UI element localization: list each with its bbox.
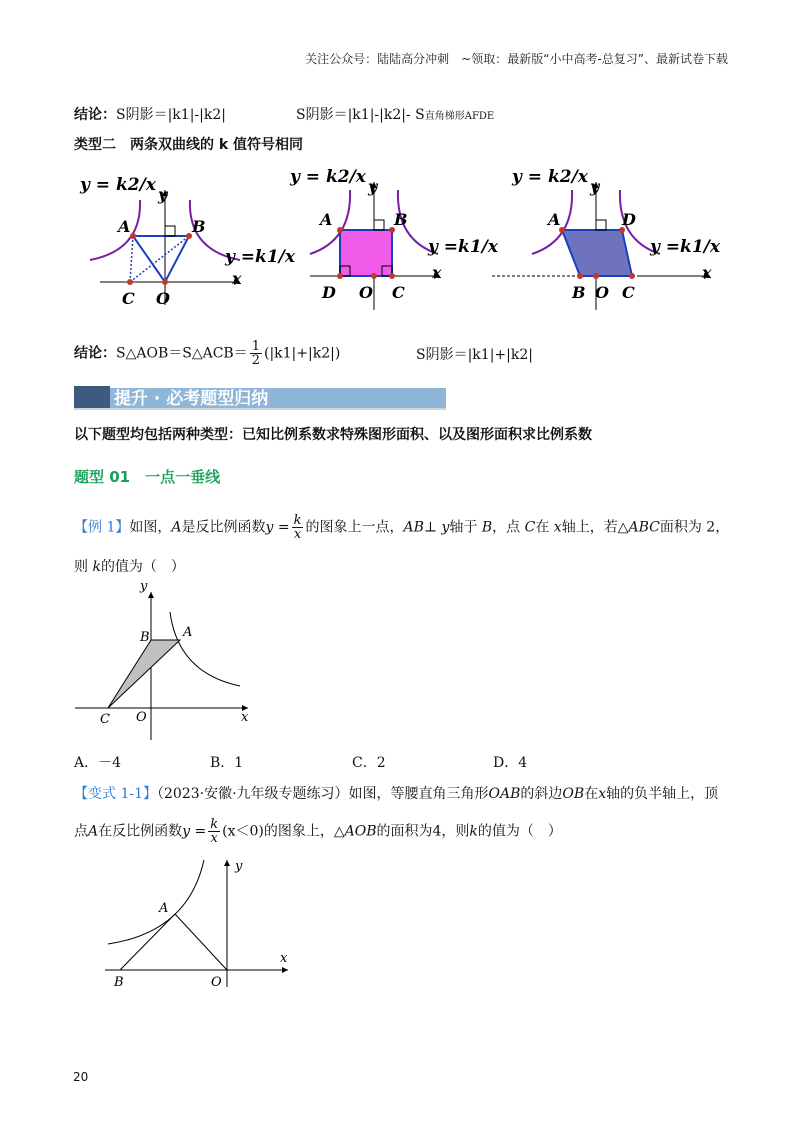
fig1-O-label: O (156, 289, 170, 308)
section-title: 题型 01 一点一垂线 (74, 468, 221, 486)
fraction-numerator: 1 (251, 339, 260, 354)
var-text: 在反比例函数 (98, 823, 183, 840)
figure-2 (289, 167, 499, 310)
ex1-y-eq: y = (265, 519, 290, 536)
var-text: 在 (584, 786, 599, 802)
var-OAB: OAB (488, 786, 521, 802)
fig3-k1-label: y =k1/x (650, 237, 720, 257)
variant-1-1-line-2 (74, 818, 562, 845)
example-1-tag: 【例 1】 (74, 519, 130, 536)
var-x: x (598, 786, 607, 802)
var-text: 点 (74, 823, 88, 840)
var-triangle: △AOB (333, 823, 377, 840)
conclusion-2-formula-2: S阴影＝|k1|+|k2| (416, 347, 533, 363)
choice-c: C．2 (352, 755, 386, 771)
example-1-figure (70, 578, 260, 748)
ex1-fig-C-label: C (100, 712, 110, 727)
type2-title: 类型二 两条双曲线的 k 值符号相同 (74, 137, 304, 153)
fig2-k1-label: y =k1/x (428, 237, 498, 257)
fig3-A-label: A (548, 210, 561, 229)
fig3-y-label: y (590, 177, 600, 196)
var-text: （2023·安徽·九年级专题练习）如图，等腰直角三角形 (157, 786, 489, 802)
k-over-x-fraction (292, 514, 304, 541)
choice-a: A．－4 (74, 755, 122, 771)
var-y-eq: y = (182, 823, 207, 840)
var-text: 轴的负半轴上，顶 (606, 786, 719, 802)
fig1-k2-label: y = k2/x (80, 175, 156, 195)
var-condition: (x＜0) (222, 823, 264, 840)
fig2-y-label: y (368, 177, 378, 196)
fig2-O-label: O (359, 283, 373, 302)
ex1-text: 的图象上一点， (305, 519, 404, 536)
fig3-B-label: B (572, 283, 586, 302)
var-text: 的面积为4，则 (376, 823, 470, 840)
fig3-O-label: O (595, 283, 609, 302)
var-text: 的图象上， (263, 823, 334, 840)
one-half-fraction (250, 340, 262, 367)
fig1-A-label: A (118, 217, 131, 236)
fig2-k2-label: y = k2/x (290, 167, 366, 187)
variant-1-1-figure (100, 852, 300, 992)
page-header: 关注公众号：陆陆高分冲刺 ~领取：最新版“小中高考-总复习”、最新试卷下载 (305, 52, 728, 66)
formula-2: S阴影＝|k1|-|k2|- S (296, 107, 425, 123)
ex1-A: A (171, 519, 182, 536)
conclusion-1 (74, 104, 226, 124)
fig1-k1-label: y =k1/x (225, 247, 295, 267)
var-fig-y-label: y (235, 859, 243, 874)
hyperbola-figures (70, 160, 730, 320)
fig3-D-label: D (622, 210, 636, 229)
ex1-text: 则 (74, 559, 93, 575)
ex1-text: 在 (535, 519, 554, 536)
ex1-y: y (441, 519, 450, 536)
choice-b: B．1 (210, 755, 244, 771)
conclusion-2-label: 结论： (74, 345, 116, 362)
fig3-x-label: x (702, 263, 712, 282)
conclusion-1-formula-2 (296, 104, 494, 124)
fig2-B-label: B (394, 210, 408, 229)
fig1-B-label: B (192, 217, 206, 236)
fraction-denominator: 2 (251, 353, 260, 368)
conclusion-label: 结论： (74, 107, 116, 123)
intro-text: 以下题型均包括两种类型：已知比例系数求特殊图形面积、以及图形面积求比例系数 (74, 427, 592, 443)
conclusion-2-formula-1-tail: (|k1|+|k2|) (263, 345, 341, 362)
ex1-fig-A-label: A (183, 625, 193, 640)
ex1-fig-B-label: B (140, 630, 150, 645)
conclusion-2-formula-1: S△AOB＝S△ACB＝ (116, 345, 248, 362)
ex1-fig-x-label: x (241, 710, 249, 725)
var-k: k (469, 823, 478, 840)
fraction-denominator: x (293, 527, 302, 542)
ex1-x: x (553, 519, 562, 536)
ex1-text: ，点 (492, 519, 525, 536)
conclusion-2 (74, 340, 340, 367)
fraction-denominator: x (210, 831, 218, 846)
var-text: 的斜边 (520, 786, 563, 802)
ex1-B: B (481, 519, 493, 536)
ex1-AB: AB (403, 519, 424, 536)
ex1-text: 如图， (129, 519, 172, 536)
fig1-x-label: x (232, 269, 242, 288)
var-fig-O-label: O (211, 975, 222, 990)
ex1-fig-O-label: O (136, 710, 147, 725)
ex1-text: 轴于 (449, 519, 482, 536)
fig2-C-label: C (392, 283, 405, 302)
formula-2-subscript: 直角梯形AFDE (424, 111, 495, 122)
ex1-text: 轴上，若 (561, 519, 618, 536)
fig2-D-label: D (322, 283, 336, 302)
ex1-fig-y-label: y (140, 579, 148, 594)
var-A: A (88, 823, 99, 840)
fig3-C-label: C (622, 283, 635, 302)
fig1-y-label: y (158, 185, 168, 204)
ex1-text: 是反比例函数 (181, 519, 266, 536)
figure-1 (79, 175, 296, 308)
fraction-numerator: k (210, 817, 219, 832)
formula-1: S阴影＝|k1|-|k2| (116, 107, 226, 123)
fig2-x-label: x (432, 263, 442, 282)
var-fig-A-label: A (159, 901, 169, 916)
example-1-line-1 (74, 514, 729, 541)
ex1-k: k (92, 559, 101, 575)
ex1-C: C (524, 519, 536, 536)
fig3-k2-label: y = k2/x (512, 167, 588, 187)
example-1-line-2 (74, 556, 185, 576)
var-text: 的值为（ ） (477, 823, 562, 840)
ex1-text: 的值为（ ） (100, 559, 185, 575)
page-number: 20 (73, 1070, 89, 1084)
fig2-A-label: A (320, 210, 333, 229)
var-fig-B-label: B (114, 975, 124, 990)
banner-title: 提升 · 必考题型归纳 (114, 389, 269, 409)
var-fig-x-label: x (280, 951, 288, 966)
fraction-numerator: k (293, 513, 302, 528)
variant-tag: 【变式 1-1】 (74, 786, 157, 802)
ex1-text: 面积为 2， (659, 519, 730, 536)
ex1-triangle: △ABC (617, 519, 660, 536)
choice-d: D．4 (493, 755, 528, 771)
ex1-text: ⊥ (423, 519, 442, 536)
figure-3 (492, 167, 721, 310)
k-over-x-fraction (208, 818, 220, 845)
fig1-C-label: C (122, 289, 135, 308)
variant-1-1-line-1 (74, 783, 718, 803)
var-OB: OB (562, 786, 585, 802)
